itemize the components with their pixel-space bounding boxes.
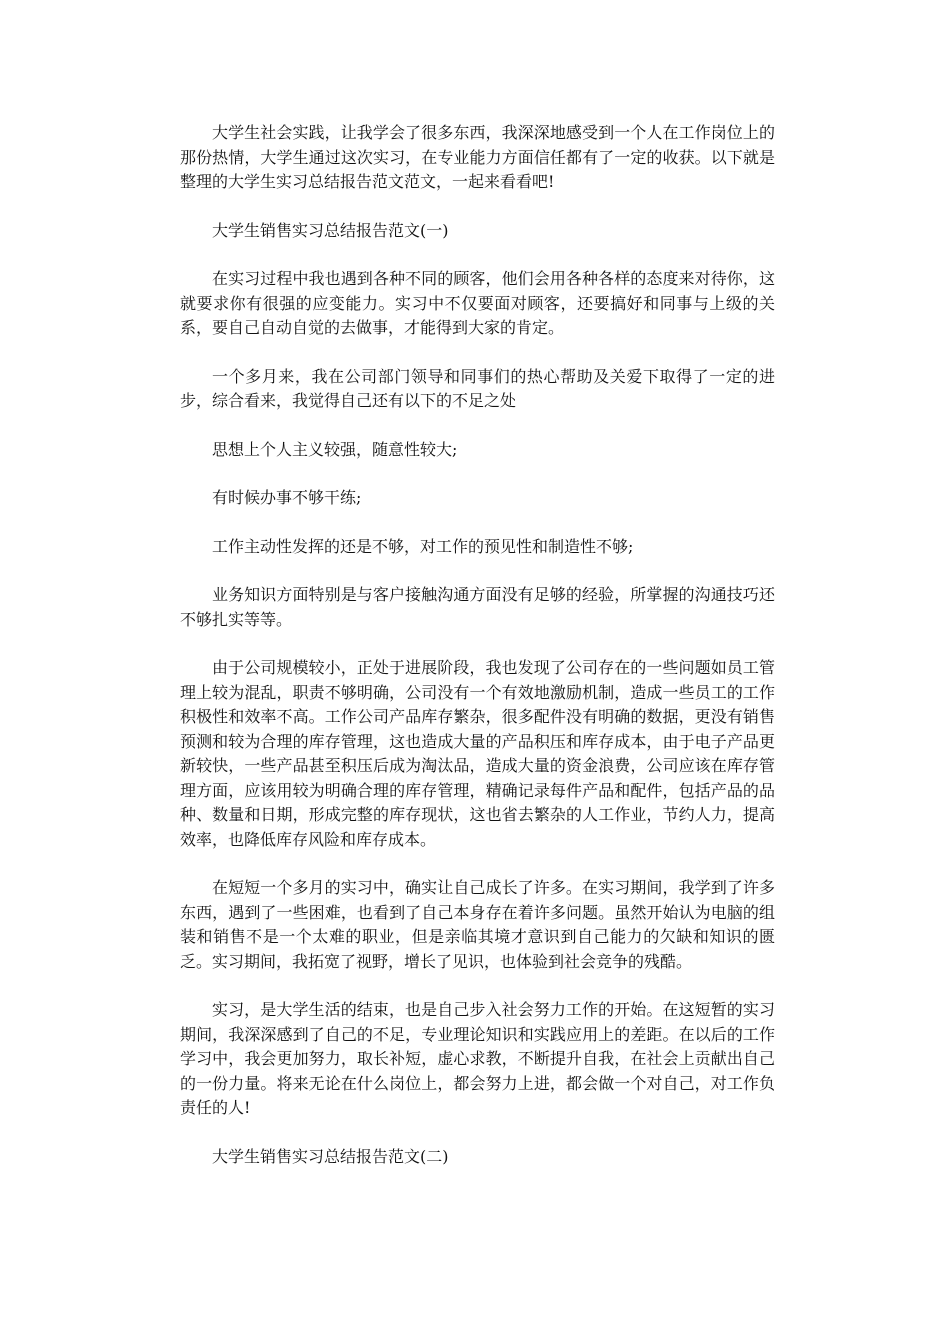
list-item-paragraph: 工作主动性发挥的还是不够，对工作的预见性和制造性不够; <box>212 536 634 556</box>
document-body <box>180 121 775 1193</box>
body-paragraph: 实习，是大学生活的结束，也是自己步入社会努力工作的开始。在这短暂的实习期间，我深深感到了自己的不足，专业理论知识和实践应用上的差距。在以后的工作学习中，我会更加努力，取长补短，虚心求教，不断提升自我，在社会上贡献出自己的一份力量。将来无论在什么岗位上，都会努力上进，都会做一个对自己，对工作负责任的人! <box>180 1000 775 1117</box>
section-heading-2: 大学生销售实习总结报告范文(二) <box>212 1146 449 1166</box>
list-item-paragraph: 思想上个人主义较强，随意性较大; <box>212 439 458 459</box>
intro-paragraph: 大学生社会实践，让我学会了很多东西，我深深地感受到一个人在工作岗位上的那份热情，大学生通过这次实习，在专业能力方面信任都有了一定的收获。以下就是整理的大学生实习总结报告范文范文，一起来看看吧! <box>180 123 775 191</box>
section-heading-1: 大学生销售实习总结报告范文(一) <box>212 220 449 240</box>
list-item-paragraph: 有时候办事不够干练; <box>212 488 362 507</box>
body-paragraph: 由于公司规模较小，正处于进展阶段，我也发现了公司存在的一些问题如员工管理上较为混乱，职责不够明确，公司没有一个有效地激励机制，造成一些员工的工作积极性和效率不高。工作公司产品库存繁杂，很多配件没有明确的数据，更没有销售预测和较为合理的库存管理，这也造成大量的产品积压和库存成本，由于电子产品更新较快，一些产品甚至积压后成为淘汰品，造成大量的资金浪费，公司应该在库存管理方面，应该用较为明确合理的库存管理，精确记录每件产品和配件，包括产品的品种、数量和日期，形成完整的库存现状，这也省去繁杂的人工作业，节约人力，提高效率，也降低库存风险和库存成本。 <box>180 658 775 849</box>
body-paragraph: 在实习过程中我也遇到各种不同的顾客，他们会用各种各样的态度来对待你，这就要求你有很强的应变能力。实习中不仅要面对顾客，还要搞好和同事与上级的关系，要自己自动自觉的去做事，才能得到大家的肯定。 <box>180 269 775 337</box>
list-item-paragraph: 业务知识方面特别是与客户接触沟通方面没有足够的经验，所掌握的沟通技巧还不够扎实等等。 <box>180 585 775 629</box>
body-paragraph: 在短短一个多月的实习中，确实让自己成长了许多。在实习期间，我学到了许多东西，遇到了一些困难，也看到了自己本身存在着许多问题。虽然开始认为电脑的组装和销售不是一个太难的职业，但是亲临其境才意识到自己能力的欠缺和知识的匮乏。实习期间，我拓宽了视野，增长了见识，也体验到社会竞争的残酷。 <box>180 878 775 971</box>
body-paragraph: 一个多月来，我在公司部门领导和同事们的热心帮助及关爱下取得了一定的进步，综合看来，我觉得自己还有以下的不足之处 <box>180 366 775 410</box>
